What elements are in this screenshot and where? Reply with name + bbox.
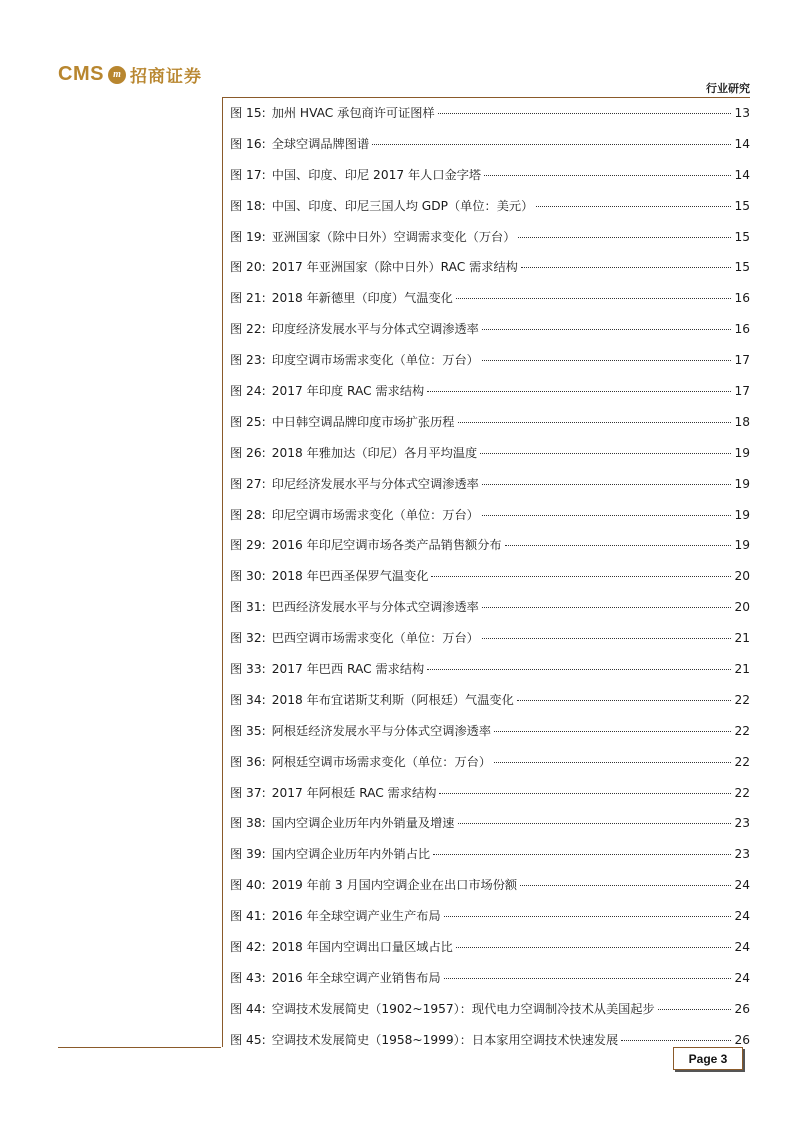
toc-entry[interactable] [230, 382, 750, 413]
toc-entry[interactable] [230, 197, 750, 228]
figure-label: 图 24: [230, 384, 266, 399]
figure-label: 图 29: [230, 538, 266, 553]
figure-label: 图 41: [230, 909, 266, 924]
report-category: 行业研究 [706, 82, 750, 95]
dot-leader [518, 237, 731, 238]
figure-label: 图 15: [230, 106, 266, 120]
figure-title: 中国、印度、印尼三国人均 GDP（单位：美元） [271, 198, 534, 213]
dot-leader [458, 422, 732, 423]
page-number: 22 [734, 692, 750, 707]
dot-leader [431, 576, 731, 577]
toc-entry[interactable] [230, 938, 750, 969]
figure-label: 图 20: [230, 260, 266, 275]
figure-label: 图 40: [230, 878, 266, 893]
page-number: 22 [734, 785, 750, 800]
page-number: 17 [734, 384, 750, 399]
figure-title: 2016 年印尼空调市场各类产品销售额分布 [271, 538, 502, 553]
figure-title: 2018 年巴西圣保罗气温变化 [271, 569, 429, 584]
figure-label: 图 35: [230, 723, 266, 738]
figure-label: 图 44: [230, 1001, 266, 1016]
dot-leader [494, 731, 731, 732]
header-divider [222, 97, 750, 98]
dot-leader [517, 700, 732, 701]
figure-label: 图 21: [230, 291, 266, 306]
page-number: 18 [734, 414, 750, 429]
figure-title: 国内空调企业历年内外销占比 [271, 847, 431, 862]
dot-leader [456, 298, 732, 299]
page-number: 19 [734, 445, 750, 460]
dot-leader [438, 113, 732, 114]
figure-label: 图 45: [230, 1032, 266, 1047]
dot-leader [482, 360, 732, 361]
dot-leader [484, 175, 731, 176]
toc-entry[interactable] [230, 660, 750, 691]
dot-leader [427, 391, 731, 392]
figure-title: 印度空调市场需求变化（单位：万台） [271, 353, 479, 368]
figure-label: 图 17: [230, 167, 266, 182]
toc-entry[interactable] [230, 351, 750, 382]
figure-title: 2017 年阿根廷 RAC 需求结构 [271, 785, 437, 800]
toc-entry[interactable] [230, 814, 750, 845]
figure-label: 图 22: [230, 322, 266, 337]
logo-cms-text: CMS [58, 63, 104, 85]
figure-label: 图 36: [230, 754, 266, 769]
figure-title: 2017 年亚洲国家（除中日外）RAC 需求结构 [271, 260, 518, 275]
toc-entry[interactable] [230, 104, 750, 135]
figure-label: 图 38: [230, 816, 266, 831]
figure-label: 图 42: [230, 940, 266, 955]
toc-entry[interactable] [230, 135, 750, 166]
figure-label: 图 27: [230, 476, 266, 491]
figure-label: 图 39: [230, 847, 266, 862]
toc-entry[interactable] [230, 289, 750, 320]
page-number: 15 [734, 198, 750, 213]
footer-divider [58, 1047, 221, 1048]
figure-title: 空调技术发展简史（1902~1957）：现代电力空调制冷技术从美国起步 [271, 1001, 655, 1016]
dot-leader [482, 515, 732, 516]
dot-leader [521, 267, 732, 268]
figure-label: 图 18: [230, 198, 266, 213]
figure-label: 图 33: [230, 662, 266, 677]
figure-label: 图 16: [230, 136, 266, 151]
dot-leader [439, 793, 731, 794]
figure-title: 中国、印度、印尼 2017 年人口金字塔 [271, 167, 482, 182]
page-number: 21 [734, 662, 750, 677]
toc-entry[interactable] [230, 845, 750, 876]
toc-entry[interactable] [230, 1000, 750, 1031]
toc-entry[interactable] [230, 444, 750, 475]
figure-label: 图 32: [230, 631, 266, 646]
dot-leader [494, 762, 731, 763]
dot-leader [458, 823, 732, 824]
toc-entry[interactable] [230, 536, 750, 567]
dot-leader [456, 947, 732, 948]
page-number: 19 [734, 538, 750, 553]
toc-entry[interactable] [230, 228, 750, 259]
page-number: 21 [734, 631, 750, 646]
figure-index-list [230, 104, 750, 1062]
dot-leader [520, 885, 731, 886]
dot-leader [658, 1009, 732, 1010]
figure-title: 印尼空调市场需求变化（单位：万台） [271, 507, 479, 522]
page-number: 20 [734, 569, 750, 584]
figure-title: 加州 HVAC 承包商许可证图样 [271, 106, 435, 120]
figure-title: 2018 年布宜诺斯艾利斯（阿根廷）气温变化 [271, 692, 514, 707]
toc-entry[interactable] [230, 598, 750, 629]
dot-leader [372, 144, 731, 145]
toc-entry[interactable] [230, 691, 750, 722]
figure-title: 2018 年国内空调出口量区域占比 [271, 940, 453, 955]
toc-entry[interactable] [230, 876, 750, 907]
page-number: 14 [734, 167, 750, 182]
dot-leader [444, 916, 732, 917]
dot-leader [444, 978, 732, 979]
figure-label: 图 26: [230, 445, 266, 460]
dot-leader [427, 669, 731, 670]
figure-title: 2019 年前 3 月国内空调企业在出口市场份额 [271, 878, 518, 893]
page-number: 22 [734, 723, 750, 738]
page-number-box: Page 3 [673, 1047, 743, 1070]
page-number: 19 [734, 476, 750, 491]
page-number: 14 [734, 136, 750, 151]
page-number: 26 [734, 1001, 750, 1016]
figure-label: 图 37: [230, 785, 266, 800]
toc-entry[interactable] [230, 784, 750, 815]
figure-label: 图 25: [230, 414, 266, 429]
figure-label: 图 28: [230, 507, 266, 522]
page-number: 15 [734, 229, 750, 244]
dot-leader [505, 545, 732, 546]
toc-entry[interactable] [230, 166, 750, 197]
toc-entry[interactable] [230, 567, 750, 598]
figure-label: 图 34: [230, 692, 266, 707]
figure-label: 图 30: [230, 569, 266, 584]
figure-title: 中日韩空调品牌印度市场扩张历程 [271, 414, 455, 429]
page-number: 22 [734, 754, 750, 769]
toc-entry[interactable] [230, 722, 750, 753]
page-number: 24 [734, 909, 750, 924]
toc-entry[interactable] [230, 753, 750, 784]
figure-title: 印尼经济发展水平与分体式空调渗透率 [271, 476, 479, 491]
figure-title: 亚洲国家（除中日外）空调需求变化（万台） [271, 229, 516, 244]
dot-leader [480, 453, 731, 454]
toc-entry[interactable] [230, 969, 750, 1000]
page-number: 15 [734, 260, 750, 275]
figure-title: 阿根廷空调市场需求变化（单位：万台） [271, 754, 492, 769]
figure-title: 2016 年全球空调产业生产布局 [271, 909, 441, 924]
logo-chinese-text: 招商证券 [129, 67, 202, 87]
page-number: 23 [734, 816, 750, 831]
figure-title: 阿根廷经济发展水平与分体式空调渗透率 [271, 723, 492, 738]
page-number: 26 [734, 1032, 750, 1047]
toc-entry[interactable] [230, 907, 750, 938]
toc-entry[interactable] [230, 629, 750, 660]
page-number: 24 [734, 940, 750, 955]
dot-leader [482, 638, 732, 639]
dot-leader [536, 206, 731, 207]
toc-entry[interactable] [230, 320, 750, 351]
page-number: 24 [734, 970, 750, 985]
figure-title: 全球空调品牌图谱 [271, 136, 370, 151]
dot-leader [482, 484, 732, 485]
company-logo [58, 62, 202, 87]
dot-leader [621, 1040, 731, 1041]
toc-entry[interactable] [230, 413, 750, 444]
figure-title: 2018 年新德里（印度）气温变化 [271, 291, 453, 306]
page-number: 16 [734, 291, 750, 306]
page-number: 24 [734, 878, 750, 893]
figure-title: 印度经济发展水平与分体式空调渗透率 [271, 322, 479, 337]
figure-title: 巴西空调市场需求变化（单位：万台） [271, 631, 479, 646]
toc-entry[interactable] [230, 258, 750, 289]
figure-title: 2017 年印度 RAC 需求结构 [271, 384, 425, 399]
figure-label: 图 31: [230, 600, 266, 615]
dot-leader [482, 329, 732, 330]
figure-title: 空调技术发展简史（1958~1999）：日本家用空调技术快速发展 [271, 1032, 619, 1047]
figure-label: 图 43: [230, 970, 266, 985]
figure-label: 图 23: [230, 353, 266, 368]
sidebar-divider [222, 97, 223, 1047]
logo-badge-icon: m [108, 66, 126, 84]
page-number: 23 [734, 847, 750, 862]
toc-entry[interactable] [230, 1031, 750, 1062]
figure-title: 国内空调企业历年内外销量及增速 [271, 816, 455, 831]
page-number: 13 [734, 106, 750, 120]
figure-label: 图 19: [230, 229, 266, 244]
figure-title: 巴西经济发展水平与分体式空调渗透率 [271, 600, 479, 615]
page-number: 20 [734, 600, 750, 615]
figure-title: 2016 年全球空调产业销售布局 [271, 970, 441, 985]
figure-title: 2018 年雅加达（印尼）各月平均温度 [271, 445, 478, 460]
dot-leader [433, 854, 731, 855]
toc-entry[interactable] [230, 506, 750, 537]
dot-leader [482, 607, 732, 608]
figure-title: 2017 年巴西 RAC 需求结构 [271, 662, 425, 677]
toc-entry[interactable] [230, 475, 750, 506]
page-number: 16 [734, 322, 750, 337]
page-number: 17 [734, 353, 750, 368]
page-number: 19 [734, 507, 750, 522]
